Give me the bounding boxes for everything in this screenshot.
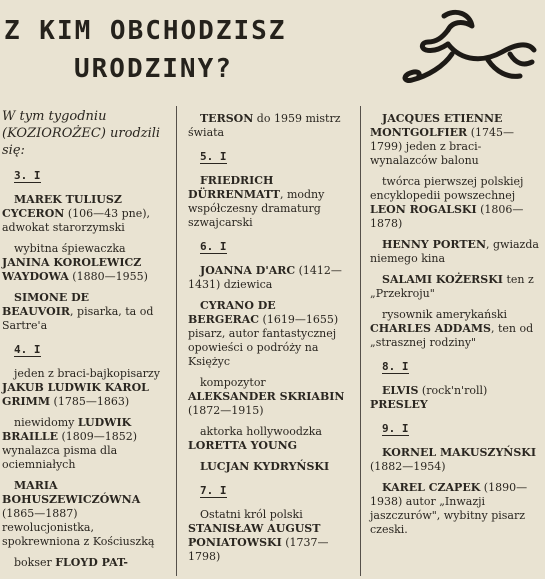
- date-label: 3. I: [14, 169, 41, 182]
- entry-prefix: rysownik amerykański: [382, 308, 508, 321]
- birthday-entry: [2, 193, 164, 235]
- entry-prefix: jeden z braci-bajkopisarzy: [14, 367, 160, 380]
- entry-prefix: twórca pierwszej polskiej encyklopedii powszechnej: [370, 175, 524, 202]
- date-heading: [382, 360, 542, 374]
- person-name: JACQUES ETIENNE MONTGOLFIER: [370, 112, 503, 139]
- entry-description: (1745—1799) jeden z braci-wynalazców balonu: [370, 126, 514, 167]
- date-label: 6. I: [200, 240, 227, 253]
- person-name: LUDWIK BRAILLE: [2, 416, 132, 443]
- entry-description: (1737—1798): [188, 536, 329, 563]
- entry-description: (1880—1955): [68, 270, 148, 283]
- entry-description: (1619—1655) pisarz, autor fantastycznej opowieści o podróży na Księżyc: [188, 313, 339, 368]
- person-name: FLOYD PAT-: [55, 556, 128, 569]
- entry-prefix: aktorka hollywoodzka: [200, 425, 322, 438]
- column-1-entries: [2, 169, 164, 570]
- page-title-line-1: Z KIM OBCHODZISZ: [4, 16, 287, 46]
- intro-text: W tym tygodniu (KOZIOROŻEC) urodzili się:: [2, 109, 161, 158]
- entry-description: (1882—1954): [370, 460, 446, 473]
- person-name: LORETTA YOUNG: [188, 439, 298, 452]
- entry-description: (106—43 pne), adwokat starorzymski: [2, 207, 151, 234]
- date-heading: [200, 150, 348, 164]
- person-name: KAREL CZAPEK: [382, 481, 481, 494]
- entry-prefix: kompozytor: [200, 376, 266, 389]
- birthday-entry: [188, 299, 348, 369]
- date-heading: [14, 343, 164, 357]
- entry-description: , modny współczesny dramaturg szwajcarski: [188, 188, 325, 229]
- birthday-entry: [2, 416, 164, 472]
- birthday-entry: [370, 238, 542, 266]
- person-name: JOANNA D'ARC: [200, 264, 296, 277]
- entry-description: , ten od „strasznej rodziny": [370, 322, 534, 349]
- person-name: STANISŁAW AUGUST PONIATOWSKI: [188, 522, 321, 549]
- entry-description: do 1959 mistrz świata: [188, 112, 341, 139]
- entry-description: (1890—1938) autor „Inwazji jaszczurów", wybitny pisarz czeski.: [370, 481, 528, 536]
- page-title-line-2: URODZINY?: [74, 54, 233, 84]
- person-name: SIMONE DE BEAUVOIR: [2, 291, 90, 318]
- entry-prefix: Ostatni król polski: [200, 508, 303, 521]
- person-name: CHARLES ADDAMS: [370, 322, 491, 335]
- column-divider: [176, 106, 177, 576]
- date-label: 9. I: [382, 422, 409, 435]
- birthday-entry: [370, 446, 542, 474]
- date-label: 7. I: [200, 484, 227, 497]
- column-3-entries: [370, 112, 542, 537]
- birthday-entry: [370, 273, 542, 301]
- column-2-entries: [188, 112, 348, 564]
- birthday-entry: [188, 460, 348, 474]
- birthday-entry: [370, 308, 542, 350]
- person-name: SALAMI KOŻERSKI: [382, 273, 503, 286]
- person-name: HENNY PORTEN: [382, 238, 486, 251]
- birthday-entry: [370, 175, 542, 231]
- birthday-entry: [188, 376, 348, 418]
- date-heading: [200, 240, 348, 254]
- date-label: 5. I: [200, 150, 227, 163]
- column-3: [370, 112, 542, 544]
- column-1: [2, 108, 164, 577]
- birthday-entry: [2, 291, 164, 333]
- entry-description: (1412—1431) dziewica: [188, 264, 342, 291]
- person-name: MARIA BOHUSZEWICZÓWNA: [2, 479, 141, 506]
- birthday-entry: [370, 481, 542, 537]
- person-name: JANINA KOROLEWICZ WAYDOWA: [2, 256, 142, 283]
- person-name: KORNEL MAKUSZYŃSKI: [382, 446, 536, 459]
- entry-description: (1785—1863): [50, 395, 130, 408]
- person-name: PRESLEY: [370, 398, 428, 411]
- entry-description: (1872—1915): [188, 404, 264, 417]
- entry-description: (1865—1887) rewolucjonistka, spokrewniona z Kościuszką: [2, 507, 155, 548]
- birthday-entry: [2, 479, 164, 549]
- birthday-entry: [188, 508, 348, 564]
- date-label: 8. I: [382, 360, 409, 373]
- person-name: JAKUB LUDWIK KAROL GRIMM: [2, 381, 149, 408]
- capricorn-goat-icon: [392, 4, 542, 100]
- person-name: FRIEDRICH DÜRRENMATT: [188, 174, 280, 201]
- entry-description: , pisarka, ta od Sartre'a: [2, 305, 154, 332]
- birthday-entry: [188, 264, 348, 292]
- person-name: CYRANO DE BERGERAC: [188, 299, 276, 326]
- entry-description: , gwiazda niemego kina: [370, 238, 539, 265]
- entry-description: (1809—1852) wynalazca pisma dla ociemniałych: [2, 430, 138, 471]
- person-name: ELVIS: [382, 384, 419, 397]
- birthday-entry: [188, 174, 348, 230]
- birthday-entry: [2, 556, 164, 570]
- person-name: ALEKSANDER SKRIABIN: [188, 390, 345, 403]
- person-name: LUCJAN KYDRYŃSKI: [200, 460, 330, 473]
- entry-description: (1806—1878): [370, 203, 524, 230]
- birthday-entry: [2, 367, 164, 409]
- entry-prefix: niewidomy: [14, 416, 78, 429]
- birthday-entry: [370, 384, 542, 412]
- entry-description: (rock'n'roll): [418, 384, 488, 397]
- birthday-entry: [2, 242, 164, 284]
- person-name: MAREK TULIUSZ CYCERON: [2, 193, 122, 220]
- person-name: TERSON: [200, 112, 254, 125]
- entry-prefix: bokser: [14, 556, 56, 569]
- entry-description: ten z „Przekroju": [370, 273, 534, 300]
- birthday-entry: [188, 425, 348, 453]
- birthday-entry: [188, 112, 348, 140]
- entry-prefix: wybitna śpiewaczka: [14, 242, 126, 255]
- column-2: [188, 112, 348, 571]
- column-divider: [360, 106, 361, 576]
- date-heading: [14, 169, 164, 183]
- date-label: 4. I: [14, 343, 41, 356]
- birthday-entry: [370, 112, 542, 168]
- date-heading: [200, 484, 348, 498]
- date-heading: [382, 422, 542, 436]
- person-name: LEON ROGALSKI: [370, 203, 477, 216]
